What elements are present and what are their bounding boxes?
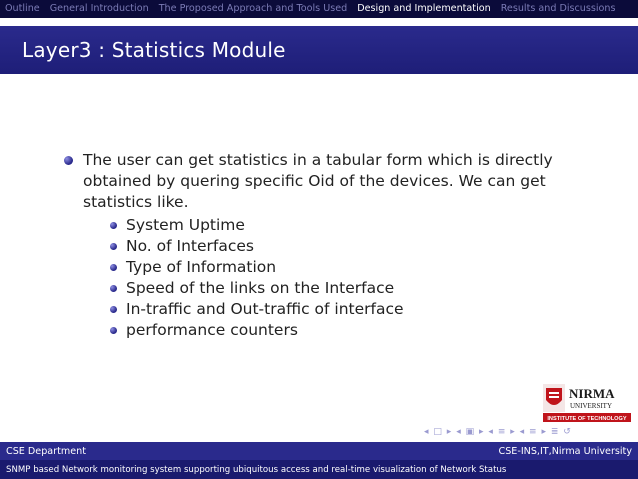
bullet-ball-icon [64,156,73,165]
sub-bullet-text: Speed of the links on the Interface [126,279,395,297]
sub-bullet-item [110,236,600,257]
slide-title-bar [0,26,638,74]
nav-arrow-left-icon[interactable]: ◂ [424,427,430,437]
nav-arrow-right-icon[interactable]: ▸ [446,427,453,437]
logo-tagline: INSTITUTE OF TECHNOLOGY [547,416,627,422]
nav-item-general-introduction[interactable]: General Introduction [49,3,149,14]
nav-item-outline[interactable]: Outline [5,3,40,14]
logo-shield-stripe [549,392,559,394]
bullet-ball-icon [110,327,117,334]
nav-item-results-discussions[interactable]: Results and Discussions [500,3,616,14]
nav-document-icon[interactable]: ≡ [529,427,538,437]
nav-item-design-implementation[interactable]: Design and Implementation [357,3,491,14]
nav-arrow-left-icon[interactable]: ◂ [456,427,462,437]
bullet-ball-icon [110,306,117,313]
nav-frame-icon[interactable]: □ [433,427,443,437]
sub-bullet-text: Type of Information [126,258,277,276]
sub-bullet-item [110,215,600,236]
nav-subsection-icon[interactable]: ▣ [465,427,476,437]
sub-bullet-text: performance counters [126,321,298,339]
logo-name: NIRMA [569,386,615,401]
sub-bullet-item [110,278,600,299]
nav-align-icon[interactable]: ≣ [550,427,560,437]
sub-bullet-item [110,257,600,278]
sub-bullet-item [110,299,600,320]
bullet-ball-icon [110,243,117,250]
slide-title: Layer3 : Statistics Module [22,38,286,62]
beamer-navigation-symbols [424,427,572,437]
sub-bullet-text: System Uptime [126,216,245,234]
nav-arrow-right-icon[interactable]: ▸ [479,427,485,437]
nav-arrow-left-icon[interactable]: ◂ [488,427,494,437]
sub-bullet-text: In-traffic and Out-traffic of interface [126,300,404,318]
footer-left: CSE Department [6,445,86,457]
logo-shield-stripe [549,396,559,398]
nav-arrow-right-icon[interactable]: ▸ [541,427,547,437]
logo-sub: UNIVERSITY [570,402,612,410]
footer-title: SNMP based Network monitoring system supporting ubiquitous access and real-time visualization of Network Status [6,464,507,475]
bullet-ball-icon [110,222,117,229]
nav-item-proposed-approach[interactable]: The Proposed Approach and Tools Used [158,3,348,14]
main-bullet-text: The user can get statistics in a tabular form which is directly obtained by quering specific Oid of the devices. We can get statistics like. [83,151,553,211]
nav-section-icon[interactable]: ≡ [497,427,507,437]
footer-title-bar [0,460,638,479]
nav-arrow-right-icon[interactable]: ▸ [510,427,516,437]
sub-bullet-item [110,320,600,341]
bullet-ball-icon [110,285,117,292]
nav-arrow-left-icon[interactable]: ◂ [519,427,526,437]
nirma-university-logo [543,384,631,422]
footer-bar [0,442,638,460]
footer-right: CSE-INS,IT,Nirma University [498,445,632,457]
main-bullet [60,150,600,213]
sub-bullet-text: No. of Interfaces [126,237,254,255]
bullet-ball-icon [110,264,117,271]
sub-bullet-list [110,215,600,341]
top-navigation [0,0,638,18]
slide-content [60,150,600,341]
nav-search-icon[interactable]: ↺ [563,427,572,437]
